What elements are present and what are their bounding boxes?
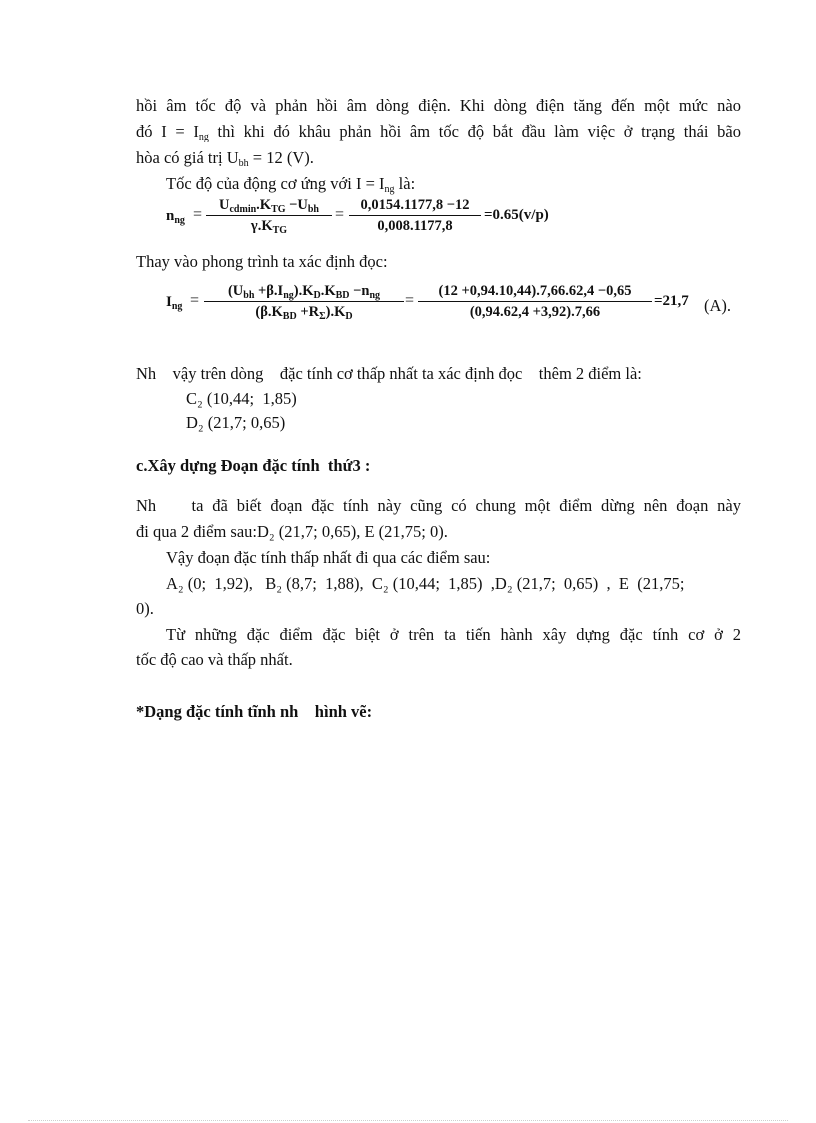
shape-heading: *Dạng đặc tính tĩnh nh hình vẽ: bbox=[136, 702, 373, 721]
formula1-lhs: $n_{ng}$ bbox=[166, 208, 185, 226]
formula1-eq1: = bbox=[193, 206, 203, 223]
para1-line1: hồi âm tốc độ và phản hồi âm dòng điện. Khi dòng điện tăng đến một mức nào bbox=[136, 96, 741, 115]
para-c-line3: Vậy đoạn đặc tính thấp nhất đi qua các điểm sau: bbox=[166, 548, 491, 567]
points-line: Nh vậy trên dòng đặc tính cơ thấp nhất ta xác định đọc thêm 2 điểm là: bbox=[136, 364, 642, 383]
para-c-line4: A₂ (0; 1,92), B₂ (8,7; 1,88), C₂ (10,44; 1,85) ,D₂ (21,7; 0,65) , E (21,75; bbox=[166, 574, 685, 593]
footer-divider bbox=[28, 1120, 788, 1121]
para-d-line2: tốc độ cao và thấp nhất. bbox=[136, 650, 293, 669]
para1-line2: đó $I = I_{ng}$ thì khi đó khâu phản hồi âm tốc độ bắt đầu làm việc ở trạng thái bão bbox=[136, 122, 741, 142]
point-c2: C₂ (10,44; 1,85) bbox=[186, 389, 297, 408]
formula1-fraction-symbolic: $U_{cdmin}.K_{TG} -U_{bh}$ $\gamma.K_{TG}$ bbox=[206, 197, 332, 234]
formula2-fraction-symbolic: $(U_{bh} +\beta.I_{ng}).K_D.K_{BD} -n_{ng}$ $(\beta.K_{BD} +R_\Sigma).K_D$ bbox=[204, 283, 404, 320]
para-d-line1: Từ những đặc điểm đặc biệt ở trên ta tiến hành xây dựng đặc tính cơ ở 2 bbox=[166, 625, 741, 644]
formula1-eq2: = bbox=[335, 206, 345, 223]
point-d2: D₂ (21,7; 0,65) bbox=[186, 413, 286, 432]
replace-line: Thay vào phong trình ta xác định đọc: bbox=[136, 252, 388, 271]
para-c-line2: đi qua 2 điểm sau:D₂ (21,7; 0,65), E (21,75; 0). bbox=[136, 522, 448, 541]
speed-intro: Tốc độ của động cơ ứng với $I = I_{ng}$ là: bbox=[166, 174, 416, 195]
para-c-line1: Nh ta đã biết đoạn đặc tính này cũng có chung một điểm dừng nên đoạn này bbox=[136, 496, 741, 515]
para-c-line5: 0). bbox=[136, 599, 154, 618]
formula2-unit: (A). bbox=[704, 296, 732, 315]
formula2-eq2: = bbox=[405, 292, 415, 309]
formula2-lhs: $I_{ng}$ bbox=[166, 294, 183, 312]
formula2-eq1: = bbox=[190, 292, 200, 309]
section-c-heading: c.Xây dựng Đoạn đặc tính thứ3 : bbox=[136, 456, 371, 475]
formula2-fraction-numeric: (12 +0,94.10,44).7,66.62,4 −0,65 (0,94.62,4 +3,92).7,66 bbox=[418, 283, 652, 320]
formula1-fraction-numeric: 0,0154.1177,8 −12 0,008.1177,8 bbox=[349, 197, 481, 234]
para1-line3: hòa có giá trị $U_{bh} = 12$ (V). bbox=[136, 148, 314, 169]
formula2-result: =21,7 bbox=[654, 293, 689, 309]
formula1-result: =0.65(v/p) bbox=[484, 207, 549, 223]
